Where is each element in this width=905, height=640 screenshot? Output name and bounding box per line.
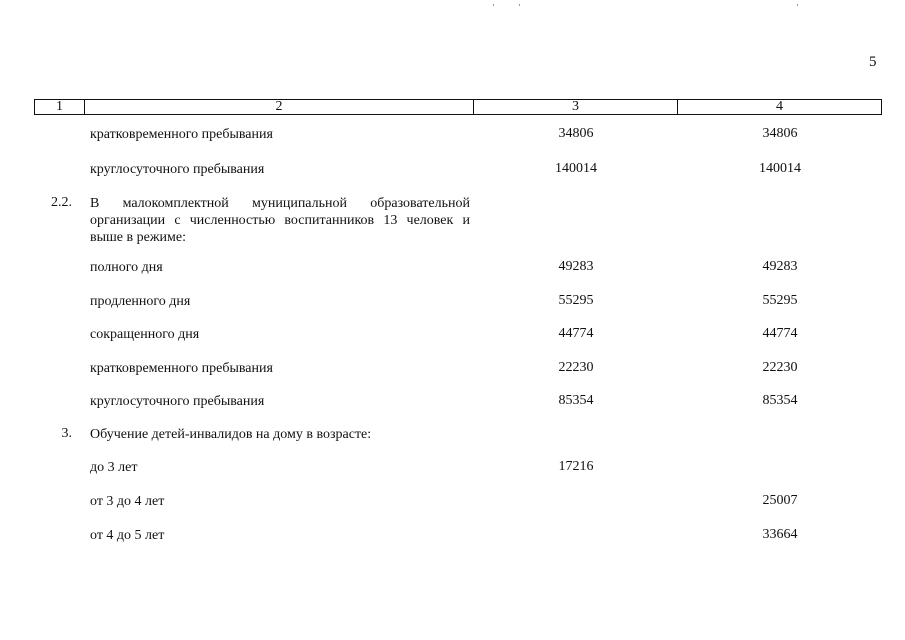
row-description: В малокомплектной муниципальной образовательной организации с численностью воспитанников 13 человек и выше в режиме: xyxy=(90,196,470,245)
row-value-col3: 85354 xyxy=(558,393,594,408)
row-value-col4: 140014 xyxy=(759,161,801,176)
row-number: 2.2. xyxy=(51,195,72,210)
row-description: круглосуточного пребывания xyxy=(90,394,265,409)
row-value-col4: 33664 xyxy=(762,527,798,542)
scan-artifact xyxy=(797,4,798,6)
scan-artifact xyxy=(519,4,520,6)
column-header-2: 2 xyxy=(85,100,474,114)
row-value-col4: 49283 xyxy=(762,259,798,274)
row-value-col4: 44774 xyxy=(762,326,798,341)
row-value-col4: 25007 xyxy=(762,493,798,508)
row-description: продленного дня xyxy=(90,294,191,309)
row-description: Обучение детей-инвалидов на дому в возрасте: xyxy=(90,427,372,442)
row-description: до 3 лет xyxy=(90,460,138,475)
table-header xyxy=(34,99,882,115)
row-value-col3: 22230 xyxy=(558,360,594,375)
row-description: кратковременного пребывания xyxy=(90,361,273,376)
column-header-3: 3 xyxy=(474,100,678,114)
row-value-col4: 55295 xyxy=(762,293,798,308)
row-value-col3: 55295 xyxy=(558,293,594,308)
row-number: 3. xyxy=(61,426,72,441)
row-value-col3: 44774 xyxy=(558,326,594,341)
scan-artifact xyxy=(493,4,494,6)
row-value-col3: 17216 xyxy=(558,459,594,474)
row-description: от 3 до 4 лет xyxy=(90,494,165,509)
row-description: сокращенного дня xyxy=(90,327,200,342)
column-header-1: 1 xyxy=(35,100,85,114)
column-header-4: 4 xyxy=(776,99,783,114)
row-value-col4: 85354 xyxy=(762,393,798,408)
row-value-col4: 22230 xyxy=(762,360,798,375)
row-value-col3: 49283 xyxy=(558,259,594,274)
row-description: круглосуточного пребывания xyxy=(90,162,265,177)
page-number: 5 xyxy=(869,54,877,70)
row-value-col3: 34806 xyxy=(558,126,594,141)
row-description: кратковременного пребывания xyxy=(90,127,273,142)
row-value-col3: 140014 xyxy=(555,161,597,176)
row-description: полного дня xyxy=(90,260,163,275)
row-description: от 4 до 5 лет xyxy=(90,528,165,543)
row-value-col4: 34806 xyxy=(762,126,798,141)
